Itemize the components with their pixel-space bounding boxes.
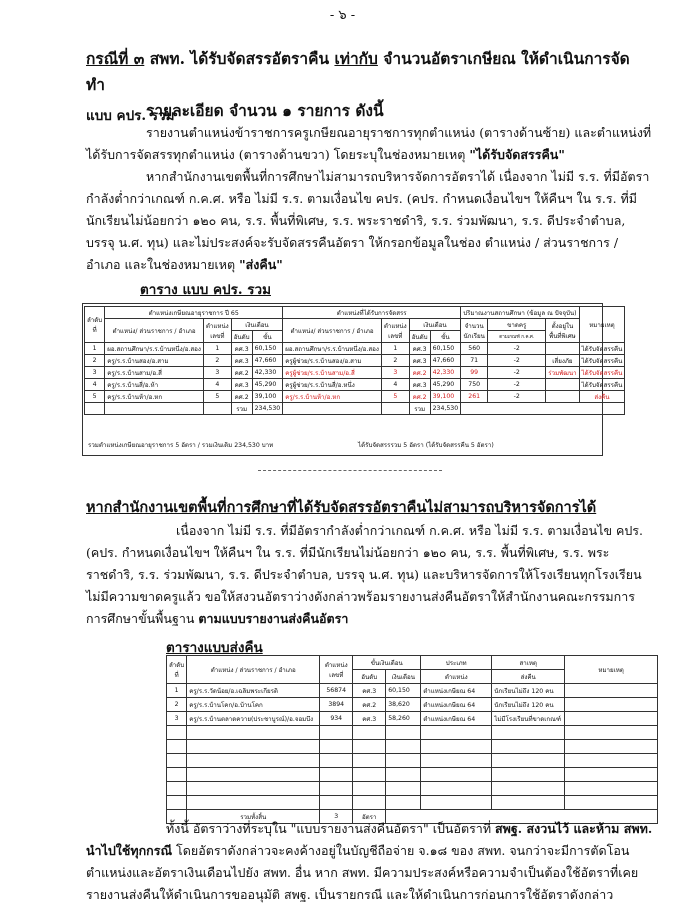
t1-cell-note: ได้รับจัดสรรคืน [579,379,625,391]
t2-cell-reason [492,796,565,810]
t1-cell-no: 5 [85,391,105,403]
paragraph-2-text: หากสำนักงานเขตพื้นที่การศึกษาไม่สามารถบริหารจัดการอัตราได้ เนื่องจาก ไม่มี ร.ร. ที่มีอัตรากำลังต่ำกว่าเกณฑ์ ก.ค.ศ. หรือ ไม่มี ร.ร. ตามเงื่อนไข คปร. (คปร. กำหนดเงื่อนไขฯ ให้คืนฯ ใน ร.ร. ที่มีนักเรียนไม่น้อยกว่า ๑๒๐ คน, ร.ร. พื้นที่พิเศษ, ร.ร. พระราชดำริ, ร.ร. ร่วมพัฒนา, ร.ร. ดีประจำตำบล, บรรจุ น.ศ. ทุน) และไม่ประสงค์จะรับจัดสรรคืนอัตรา ให้กรอกข้อมูลในช่อง ตำแหน่ง / ส่วนราชการ / อำเภอ และในช่องหมายเหตุ [86,169,650,272]
t1-row [85,343,625,355]
paragraph-3-text: เนื่องจาก ไม่มี ร.ร. ที่มีอัตรากำลังต่ำกว่าเกณฑ์ ก.ค.ศ. หรือ ไม่มี ร.ร. ตามเงื่อนไข คปร. (คปร. กำหนดเงื่อนไขฯ ให้คืนฯ ใน ร.ร. ที่มีนักเรียนไม่น้อยกว่า ๑๒๐ คน, ร.ร. พื้นที่พิเศษ, ร.ร. พระราชดำริ, ร.ร. ร่วมพัฒนา, ร.ร. ดีประจำตำบล, บรรจุ น.ศ. ทุน) และบริหารจัดการให้โรงเรียนทุกโรงเรียนไม่มีความขาดครูแล้ว ขอให้สงวนอัตราว่างดังกล่าวพร้อมรายงานส่งคืนอัตราให้สำนักงานคณะกรรมการการศึกษาขั้นพื้นฐาน [86,523,643,626]
t2-cell-no [167,768,187,782]
t2-h-reason: สาเหตุ [492,656,565,670]
paragraph-3-bold: ตามแบบรายงานส่งคืนอัตรา [198,611,349,626]
t1-cell-posno2: 4 [381,379,409,391]
t1-h-students: จำนวนนักเรียน [461,319,488,343]
t2-cell-reason: นักเรียนไม่ถึง 120 คน [492,698,565,712]
t1-group-left: ตำแหน่งเกษียณอายุราชการ ปี 65 [105,307,283,319]
t2-cell-note [565,754,658,768]
t2-cell-type: ตำแหน่งเกษียณ 64 [421,712,492,726]
t2-cell-posno [320,782,353,796]
t1-cell-step2: 39,100 [430,391,461,403]
t1-h-salary2: เงินเดือน [409,319,461,331]
paragraph-2-bold: "ส่งคืน" [239,257,283,272]
dashed-separator [258,470,442,471]
t2-h-salary: ขั้นเงินเดือน [353,656,421,670]
t2-cell-step [386,796,421,810]
t1-cell-rank2: คศ.3 [409,379,430,391]
paragraph-1 [86,122,656,166]
t2-empty-row [167,740,658,754]
t1-cell-rank: คศ.3 [231,379,252,391]
t1-cell-step2: 47,660 [430,355,461,367]
t1-cell-posno: 1 [203,343,231,355]
t2-cell-pos [187,754,320,768]
t2-empty-row [167,782,658,796]
t1-cell-pos: ครู/ร.ร.บ้านสอง/อ.สาม [105,355,204,367]
t1-total-empty [105,403,204,415]
t2-cell-no [167,796,187,810]
t2-h-type: ประเภท [421,656,492,670]
t2-cell-no [167,740,187,754]
case-label: กรณีที่ ๓ [86,49,145,68]
t1-total-left: 234,530 [252,403,283,415]
t2-cell-rank: คศ.2 [353,698,386,712]
t1-total-empty [85,403,105,415]
t2-cell-pos [187,768,320,782]
t1-cell-note: ได้รับจัดสรรคืน [579,367,625,379]
t1-h-short: ขาดครู [488,319,546,331]
t2-cell-posno [320,796,353,810]
t1-cell-rank: คศ.2 [231,367,252,379]
t2-cell-rank [353,796,386,810]
t2-cell-no: 3 [167,712,187,726]
section2-title: หากสำนักงานเขตพื้นที่การศึกษาที่ได้รับจัดสรรอัตราคืนไม่สามารถบริหารจัดการได้ [86,499,597,516]
t1-row [85,379,625,391]
table2-body [167,684,658,810]
t1-total-empty [461,403,625,415]
paragraph-1-text: รายงานตำแหน่งข้าราชการครูเกษียณอายุราชการทุกตำแหน่ง (ตารางด้านซ้าย) และตำแหน่งที่ได้รับการจัดสรรทุกตำแหน่ง (ตารางด้านขวา) โดยระบุในช่องหมายเหตุ [86,125,652,162]
t1-cell-pos: ผอ.สถานศึกษา/ร.ร.บ้านหนึ่ง/อ.สอง [105,343,204,355]
t2-cell-pos: ครู/ร.ร.วัดน้อย/อ.เฉลิมพระเกียรติ [187,684,320,698]
t1-cell-area: ร่วมพัฒนา [546,367,579,379]
t2-h-type-sub: ตำแหน่ง [421,670,492,684]
t1-h-rank2: อันดับ [409,331,430,343]
table2-title: ตารางแบบส่งคืน [166,640,263,656]
t1-cell-short: -2 [488,355,546,367]
heading-line2: รายละเอียด จำนวน ๑ รายการ ดังนี้ [146,101,384,120]
t1-cell-posno: 3 [203,367,231,379]
t1-cell-short: -2 [488,343,546,355]
t2-cell-rank [353,782,386,796]
t2-cell-reason [492,754,565,768]
t1-cell-no: 3 [85,367,105,379]
section-title: แบบ คปร. รวม [86,108,175,124]
t2-cell-posno [320,726,353,740]
t2-cell-step [386,782,421,796]
t1-total-label2: รวม [409,403,430,415]
t2-cell-pos [187,796,320,810]
page-number: - ๖ - [329,8,356,23]
t1-cell-rank: คศ.3 [231,343,252,355]
t1-group-right: ปริมาณงานสถานศึกษา (ข้อมูล ณ ปัจจุบัน) [461,307,579,319]
t1-cell-area [546,391,579,403]
t2-row [167,684,658,698]
t1-cell-short: -2 [488,391,546,403]
t2-cell-type [421,754,492,768]
t2-row [167,712,658,726]
t2-h-reason-sub: ส่งคืน [492,670,565,684]
t2-h-note: หมายเหตุ [565,656,658,684]
t2-cell-pos: ครู/ร.ร.บ้านตลาดควาย(ประชาบูรณ์)/อ.จอมบึง [187,712,320,726]
t1-cell-area [546,379,579,391]
t2-cell-type [421,740,492,754]
paragraph-1-bold: "ได้รับจัดสรรคืน" [469,147,565,162]
t1-cell-posno2: 2 [381,355,409,367]
t2-cell-pos [187,740,320,754]
t2-cell-rank [353,740,386,754]
paragraph-3 [86,520,656,630]
t2-h-pos: ตำแหน่ง / ส่วนราชการ / อำเภอ [187,656,320,684]
t1-summary-left: รวมตำแหน่งเกษียณอายุราชการ 5 อัตรา / รวมเงินเดิม 234,530 บาท [88,442,274,449]
t2-cell-type [421,796,492,810]
t2-cell-step: 38,620 [386,698,421,712]
t2-cell-posno: 934 [320,712,353,726]
t2-cell-note [565,684,658,698]
heading-line1-b: จำนวนอัตราเกษียณ ให้ดำเนินการจัดทำ [86,49,630,94]
t1-cell-students: 71 [461,355,488,367]
t2-cell-posno: 56874 [320,684,353,698]
t1-cell-step: 45,290 [252,379,283,391]
t2-cell-reason [492,740,565,754]
t1-cell-note: ได้รับจัดสรรคืน [579,355,625,367]
t2-cell-posno [320,768,353,782]
t1-h-salary: เงินเดือน [231,319,283,331]
t2-cell-step [386,768,421,782]
t1-cell-pos2: ครูผู้ช่วย/ร.ร.บ้านสาม/อ.สี่ [283,367,382,379]
t2-total-unit: อัตรา [353,810,386,824]
t2-cell-no [167,754,187,768]
t1-cell-short: -2 [488,367,546,379]
t2-h-no: ลำดับที่ [167,656,187,684]
t1-cell-step: 39,100 [252,391,283,403]
t1-row [85,355,625,367]
t1-cell-posno2: 5 [381,391,409,403]
t1-cell-rank2: คศ.2 [409,391,430,403]
table1 [84,306,625,415]
t1-cell-posno: 2 [203,355,231,367]
t2-cell-no [167,782,187,796]
t1-cell-no: 4 [85,379,105,391]
t2-h-rank: อันดับ [353,670,386,684]
t1-cell-students: 750 [461,379,488,391]
t1-cell-pos: ครู/ร.ร.บ้านสี่/อ.ห้า [105,379,204,391]
paragraph-4-bold: สพฐ. สงวนไว้ และห้าม สพท. นำไปใช้ทุกกรณี [86,821,653,858]
t1-h-pos2: ตำแหน่ง/ ส่วนราชการ / อำเภอ [283,319,382,343]
t2-cell-reason: นักเรียนไม่ถึง 120 คน [492,684,565,698]
t1-summary-right: ได้รับจัดสรรรวม 5 อัตรา (ได้รับจัดสรรคืน 5 อัตรา) [358,442,494,449]
t1-h-pos: ตำแหน่ง/ ส่วนราชการ / อำเภอ [105,319,204,343]
t2-total-count: 3 [320,810,353,824]
t1-cell-posno: 4 [203,379,231,391]
t1-cell-students: 99 [461,367,488,379]
t2-cell-step [386,740,421,754]
t2-cell-reason: ไม่มีโรงเรียนที่ขาดเกณฑ์ [492,712,565,726]
t1-cell-posno2: 1 [381,343,409,355]
t2-cell-step [386,754,421,768]
t1-h-note: หมายเหตุ [579,307,625,343]
paragraph-2 [86,166,656,276]
t2-cell-rank: คศ.3 [353,684,386,698]
t1-cell-rank: คศ.2 [231,391,252,403]
t1-cell-rank: คศ.3 [231,355,252,367]
t2-cell-type [421,726,492,740]
t2-cell-rank [353,768,386,782]
t1-group-mid: ตำแหน่งที่ได้รับการจัดสรร [283,307,461,319]
t1-cell-students: 261 [461,391,488,403]
t1-cell-step: 47,660 [252,355,283,367]
t1-cell-area: เสี่ยงภัย [546,355,579,367]
t1-h-step: ขั้น [252,331,283,343]
t2-cell-pos [187,726,320,740]
t2-cell-posno [320,754,353,768]
t2-cell-note [565,712,658,726]
t1-cell-no: 2 [85,355,105,367]
t1-h-area: ตั้งอยู่ในพื้นที่พิเศษ [546,319,579,343]
t2-h-step: เงินเดือน [386,670,421,684]
t1-total-label: รวม [231,403,252,415]
t2-cell-posno: 3894 [320,698,353,712]
t2-cell-step [386,726,421,740]
t2-row [167,698,658,712]
paragraph-4-text-b: โดยอัตราดังกล่าวจะคงค้างอยู่ในบัญชีถือจ่าย จ.๑๘ ของ สพท. จนกว่าจะมีการตัดโอนตำแหน่งและอัตราเงินเดือนไปยัง สพท. อื่น หาก สพท. มีความประสงค์หรือความจำเป็นต้องใช้อัตราที่เคยรายงานส่งคืนให้ดำเนินการขออนุมัติ สพฐ. เป็นรายกรณี และให้ดำเนินการก่อนการใช้อัตราดังกล่าว [86,843,639,902]
t1-cell-area [546,343,579,355]
t2-cell-reason [492,726,565,740]
t1-h-posno2: ตำแหน่งเลขที่ [381,319,409,343]
t1-cell-pos: ครู/ร.ร.บ้านห้า/อ.หก [105,391,204,403]
t1-cell-step2: 42,330 [430,367,461,379]
t1-cell-step2: 45,290 [430,379,461,391]
t2-cell-type: ตำแหน่งเกษียณ 64 [421,698,492,712]
t2-h-posno: ตำแหน่งเลขที่ [320,656,353,684]
t1-cell-rank2: คศ.3 [409,355,430,367]
t1-total-right: 234,530 [430,403,461,415]
t1-cell-pos: ครู/ร.ร.บ้านสาม/อ.สี่ [105,367,204,379]
t2-cell-pos: ครู/ร.ร.บ้านโคก/อ.บ้านโคก [187,698,320,712]
t1-total-empty [283,403,382,415]
t2-cell-rank [353,726,386,740]
t1-cell-rank2: คศ.3 [409,343,430,355]
t2-cell-step: 58,260 [386,712,421,726]
t2-empty-row [167,754,658,768]
t1-cell-pos2: ครู/ร.ร.บ้านห้า/อ.หก [283,391,382,403]
t2-empty-row [167,726,658,740]
t2-cell-posno [320,740,353,754]
table2 [166,655,658,824]
t1-h-step2: ขั้น [430,331,461,343]
t1-cell-pos2: ครูผู้ช่วย/ร.ร.บ้านสี่/อ.หนึ่ง [283,379,382,391]
t2-cell-type [421,782,492,796]
t1-cell-short: -2 [488,379,546,391]
t2-total-label: รวมทั้งสิ้น [187,810,320,824]
t2-cell-no: 2 [167,698,187,712]
t2-cell-rank: คศ.3 [353,712,386,726]
t2-cell-pos [187,782,320,796]
t1-h-no: ลำดับที่ [85,307,105,343]
t2-cell-step: 60,150 [386,684,421,698]
t1-cell-pos2: ครูผู้ช่วย/ร.ร.บ้านสอง/อ.สาม [283,355,382,367]
t2-cell-type: ตำแหน่งเกษียณ 64 [421,684,492,698]
t1-cell-pos2: ผอ.สถานศึกษา/ร.ร.บ้านหนึ่ง/อ.สอง [283,343,382,355]
heading-line1-underlined: เท่ากับ [334,49,378,68]
t1-cell-rank2: คศ.2 [409,367,430,379]
heading-line1-a: สพท. ได้รับจัดสรรอัตราคืน [144,49,335,68]
t2-cell-reason [492,782,565,796]
t2-cell-note [565,740,658,754]
t1-row [85,391,625,403]
t2-cell-type [421,768,492,782]
t1-h-short-sub: ตามเกณฑ์ ก.ค.ศ. [488,331,546,343]
t1-h-rank: อันดับ [231,331,252,343]
t1-cell-posno2: 3 [381,367,409,379]
t2-cell-no: 1 [167,684,187,698]
t1-cell-posno: 5 [203,391,231,403]
t2-cell-note [565,726,658,740]
t2-cell-note [565,768,658,782]
t1-total-empty [203,403,231,415]
t2-empty-row [167,768,658,782]
table1-title: ตาราง แบบ คปร. รวม [140,282,271,298]
t1-h-posno: ตำแหน่งเลขที่ [203,319,231,343]
t1-cell-note: ได้รับจัดสรรคืน [579,343,625,355]
t2-cell-rank [353,754,386,768]
t2-cell-reason [492,768,565,782]
t1-row [85,367,625,379]
t2-cell-note [565,796,658,810]
t1-total-empty [381,403,409,415]
t2-empty-row [167,796,658,810]
t1-cell-note: ส่งคืน [579,391,625,403]
t1-cell-step: 60,150 [252,343,283,355]
t1-cell-no: 1 [85,343,105,355]
t1-cell-step2: 60,150 [430,343,461,355]
t2-cell-no [167,726,187,740]
paragraph-4 [86,818,656,906]
t2-cell-note [565,698,658,712]
t1-cell-step: 42,330 [252,367,283,379]
table1-body [85,343,625,403]
paragraph-4-text-a: ทั้งนี้ อัตราว่างที่ระบุใน "แบบรายงานส่งคืนอัตรา" เป็นอัตราที่ [166,821,496,836]
t2-cell-note [565,782,658,796]
t1-cell-students: 560 [461,343,488,355]
